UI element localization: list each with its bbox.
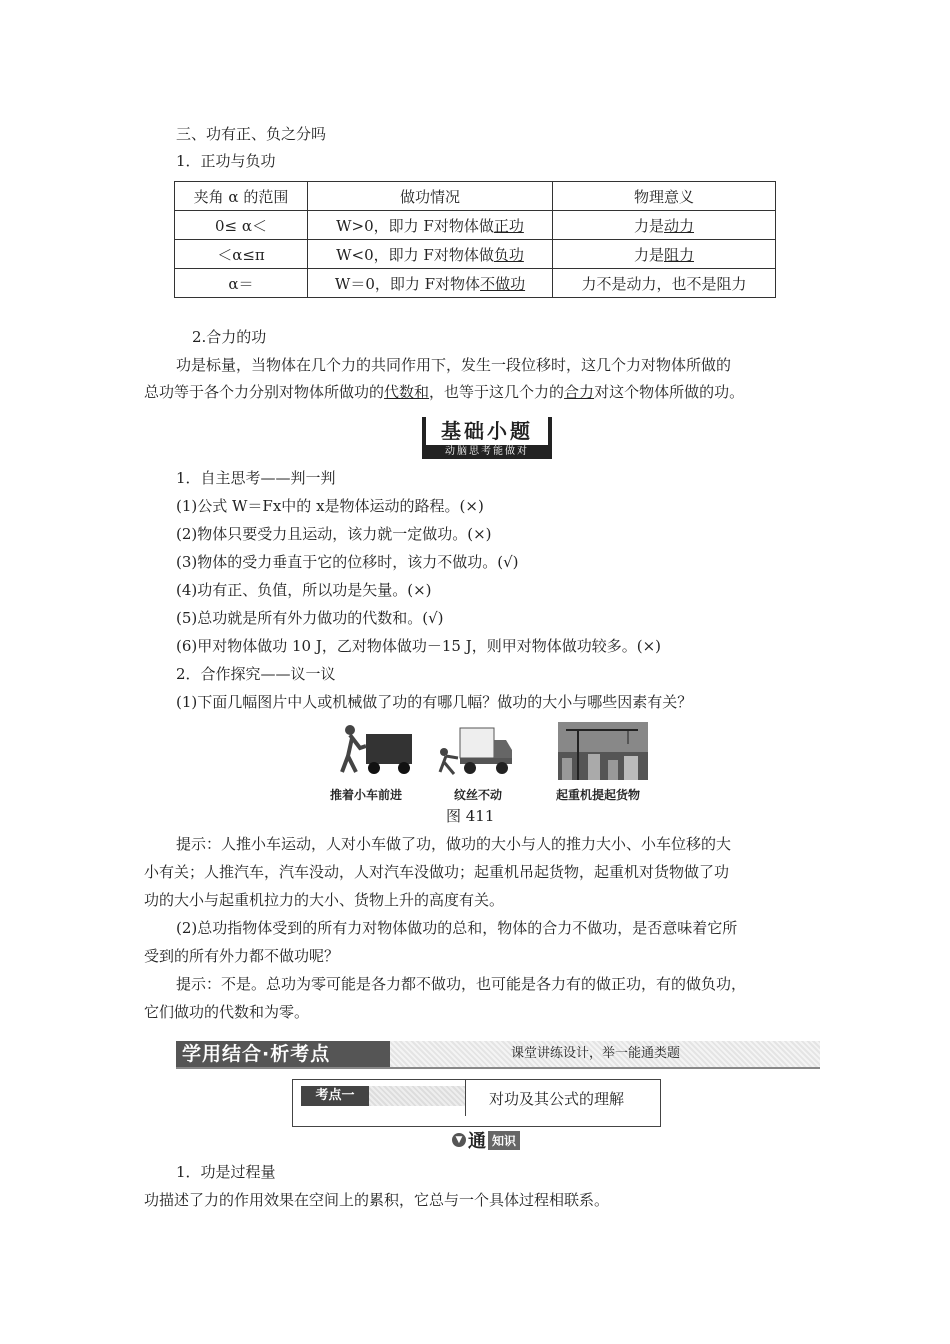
work-case: W＝0，即力 F对物体不做功 bbox=[308, 269, 553, 298]
figure-411 bbox=[330, 722, 660, 802]
subheading-net-work: 2.合力的功 bbox=[192, 328, 267, 346]
hint-line: 提示：不是。总功为零可能是各力都不做功，也可能是各力有的做正功，有的做负功， bbox=[176, 975, 747, 993]
hint-line: 提示：人推小车运动，人对小车做了功，做功的大小与人的推力大小、小车位移的大 bbox=[176, 835, 732, 853]
section-heading: 三、功有正、负之分吗 bbox=[176, 125, 327, 143]
physical-meaning: 力不是动力，也不是阻力 bbox=[553, 269, 776, 298]
banner-subtitle: 动脑思考能做对 bbox=[422, 445, 552, 459]
list-item: (3)物体的受力垂直于它的位移时，该力不做功。(√) bbox=[176, 553, 519, 571]
angle-range: α＝ bbox=[175, 269, 308, 298]
chevron-down-icon: ▼ bbox=[452, 1133, 466, 1147]
paragraph-line: 功描述了力的作用效果在空间上的累积，它总与一个具体过程相联系。 bbox=[144, 1191, 610, 1209]
figure-caption: 起重机提起货物 bbox=[556, 788, 641, 802]
figure-caption: 纹丝不动 bbox=[454, 788, 503, 802]
exam-point-box bbox=[292, 1079, 661, 1127]
work-sign-table bbox=[174, 181, 776, 298]
knowledge-heading: 1．功是过程量 bbox=[176, 1163, 276, 1181]
paragraph-line: 功是标量，当物体在几个力的共同作用下，发生一段位移时，这几个力对物体所做的 bbox=[176, 356, 732, 374]
table-header-row bbox=[175, 182, 776, 211]
hint-line: 功的大小与起重机拉力的大小、货物上升的高度有关。 bbox=[144, 891, 505, 909]
exam-point-tag: 考点一 bbox=[301, 1086, 465, 1106]
band-title: 学用结合·析考点 bbox=[176, 1041, 390, 1067]
table-row bbox=[175, 211, 776, 240]
list-item: (4)功有正、负值，所以功是矢量。(×) bbox=[176, 581, 432, 599]
work-case: W>0，即力 F对物体做正功 bbox=[308, 211, 553, 240]
table-header: 做功情况 bbox=[308, 182, 553, 211]
physical-meaning: 力是阻力 bbox=[553, 240, 776, 269]
know-badge-sub: 知识 bbox=[488, 1131, 520, 1150]
question-text: (1)下面几幅图片中人或机械做了功的有哪几幅？做功的大小与哪些因素有关？ bbox=[176, 693, 693, 711]
work-case: W<0，即力 F对物体做负功 bbox=[308, 240, 553, 269]
band-subtitle: 课堂讲练设计，举一能通类题 bbox=[511, 1046, 681, 1061]
table-row bbox=[175, 240, 776, 269]
figure-caption: 推着小车前进 bbox=[330, 788, 403, 802]
subheading-positive-negative-work: 1．正功与负功 bbox=[176, 152, 276, 170]
banner-title: 基础小题 bbox=[422, 417, 552, 445]
list-item: (2)物体只要受力且运动，该力就一定做功。(×) bbox=[176, 525, 492, 543]
hint-line: 它们做功的代数和为零。 bbox=[144, 1003, 310, 1021]
section-band bbox=[176, 1041, 820, 1069]
paragraph-line: 总功等于各个力分别对物体所做功的代数和，也等于这几个力的合力对这个物体所做的功。 bbox=[144, 383, 745, 401]
basic-questions-banner bbox=[422, 417, 552, 459]
hint-line: 小有关；人推汽车，汽车没动，人对汽车没做功；起重机吊起货物，起重机对货物做了功 bbox=[144, 863, 730, 881]
know-badge-main: 通 bbox=[468, 1131, 486, 1152]
physical-meaning: 力是动力 bbox=[553, 211, 776, 240]
question-text: (2)总功指物体受到的所有力对物体做功的总和，物体的合力不做功，是否意味着它所 bbox=[176, 919, 738, 937]
push-cart-image bbox=[336, 722, 416, 778]
angle-range: ＜α≤π bbox=[175, 240, 308, 269]
exam-point-title: 对功及其公式的理解 bbox=[489, 1090, 625, 1108]
table-row bbox=[175, 269, 776, 298]
list-item: (5)总功就是所有外力做功的代数和。(√) bbox=[176, 609, 444, 627]
table-header: 夹角 α 的范围 bbox=[175, 182, 308, 211]
crane-image bbox=[558, 722, 648, 780]
figure-number: 图 411 bbox=[446, 807, 495, 825]
know-badge bbox=[452, 1130, 520, 1150]
push-truck-image bbox=[434, 722, 514, 778]
box-divider bbox=[465, 1080, 466, 1116]
list-item: (1)公式 W＝Fx中的 x是物体运动的路程。(×) bbox=[176, 497, 484, 515]
angle-range: 0≤ α＜ bbox=[175, 211, 308, 240]
question-heading: 1．自主思考——判一判 bbox=[176, 469, 336, 487]
table-header: 物理意义 bbox=[553, 182, 776, 211]
question-heading: 2．合作探究——议一议 bbox=[176, 665, 336, 683]
question-text: 受到的所有外力都不做功呢？ bbox=[144, 947, 340, 965]
list-item: (6)甲对物体做功 10 J，乙对物体做功－15 J，则甲对物体做功较多。(×) bbox=[176, 637, 662, 655]
